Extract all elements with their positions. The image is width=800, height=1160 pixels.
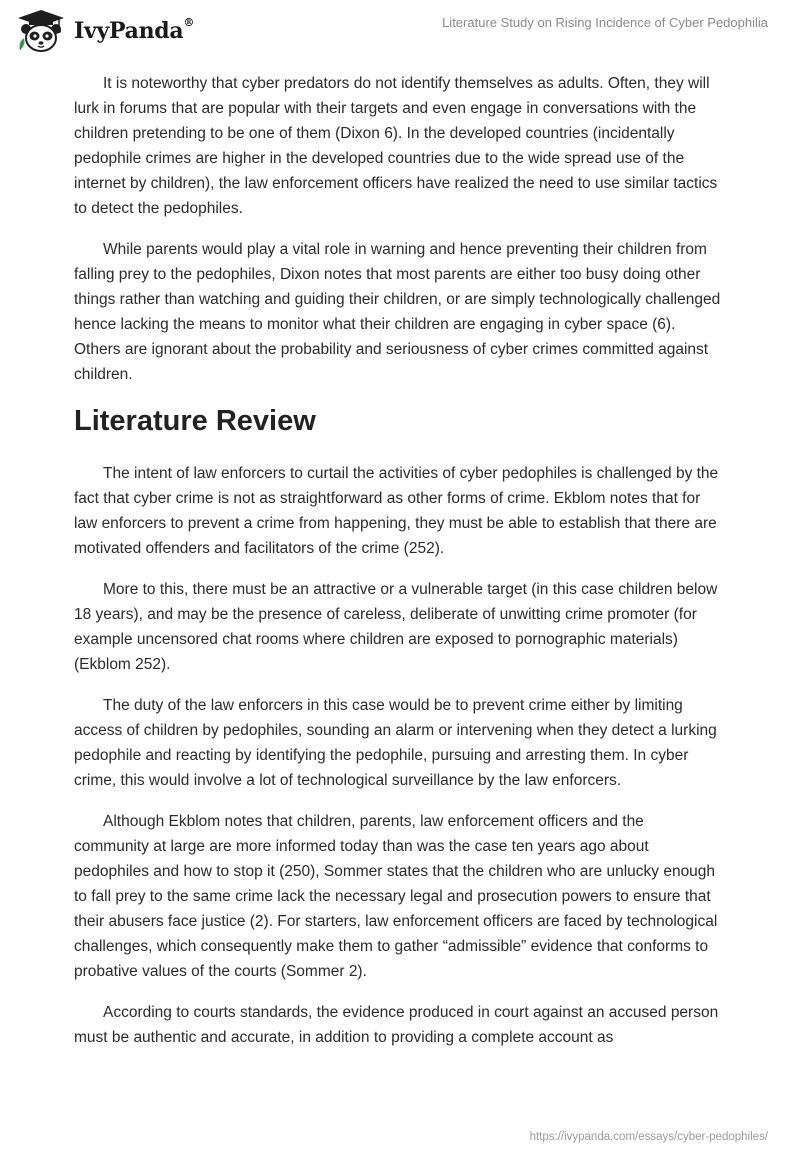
- ivypanda-logo[interactable]: [14, 8, 194, 54]
- panda-graduate-icon: [14, 8, 68, 54]
- paragraph: According to courts standards, the evidence produced in court against an accused person must be authentic and accurate, in addition to providing a complete account as: [74, 1004, 719, 1046]
- section-heading: Literature Review: [74, 405, 316, 437]
- paragraph: It is noteworthy that cyber predators do not identify themselves as adults. Often, they will lurk in forums that are popular with their targets and even engage in conversations with the children pretending to be one of them (Dixon 6). In the developed countries (incidentally pedophile crimes are higher in the developed countries due to the wide spread use of the internet by children), the law enforcement officers have realized the need to use similar tactics to detect the pedophiles.: [74, 75, 718, 217]
- paragraph: Although Ekblom notes that children, parents, law enforcement officers and the community at large are more informed today than was the case ten years ago about pedophiles and how to stop it (250), Sommer states that the children who are unlucky enough to fall prey to the same crime lack the necessary legal and prosecution powers to ensure that their abusers face justice (2). For starters, law enforcement officers are faced by technological challenges, which consequently make them to gather “admissible” evidence that conforms to probative values of the courts (Sommer 2).: [74, 813, 718, 980]
- logo-wordmark: [74, 18, 194, 44]
- page-header: [0, 0, 800, 60]
- paragraph: More to this, there must be an attractive or a vulnerable target (in this case children below 18 years), and may be the presence of careless, deliberate of unwitting crime promoter (for example uncensored chat rooms where children are exposed to pornographic materials) (Ekblom 252).: [74, 581, 718, 673]
- paragraph: The intent of law enforcers to curtail the activities of cyber pedophiles is challenged by the fact that cyber crime is not as straightforward as other forms of crime. Ekblom notes that for law enforcers to prevent a crime from happening, they must be able to establish that there are motivated offenders and facilitators of the crime (252).: [74, 465, 719, 557]
- paragraph: While parents would play a vital role in warning and hence preventing their children from falling prey to the pedophiles, Dixon notes that most parents are either too busy doing other things rather than watching and guiding their children, or are simply technologically challenged hence lacking the means to monitor what their children are engaging in cyber space (6). Others are ignorant about the probability and seriousness of cyber crimes committed against children.: [74, 241, 721, 383]
- registered-mark: ®: [183, 16, 195, 29]
- paragraph: The duty of the law enforcers in this case would be to prevent crime either by limiting access of children by pedophiles, sounding an alarm or intervening when they detect a lurking pedophile and reacting by identifying the pedophile, pursuing and arresting them. In cyber crime, this would involve a lot of technological surveillance by the law enforcers.: [74, 697, 717, 789]
- document-title: Literature Study on Rising Incidence of Cyber Pedophilia: [442, 15, 768, 30]
- logo-name: IvyPanda: [74, 18, 184, 44]
- essay-body: [74, 71, 722, 1066]
- source-url[interactable]: https://ivypanda.com/essays/cyber-pedophiles/: [529, 1131, 768, 1143]
